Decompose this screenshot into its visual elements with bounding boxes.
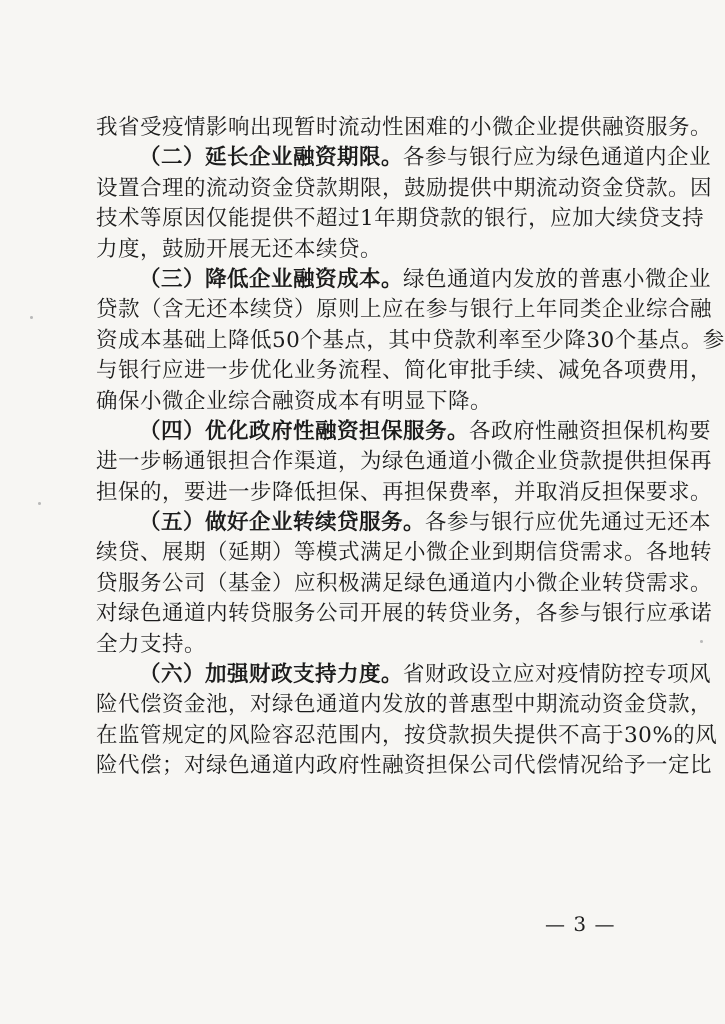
paragraph-line: 进一步畅通银担合作渠道，为绿色通道小微企业贷款提供担保再 <box>96 449 713 475</box>
paragraph-line: 与银行应进一步优化业务流程、简化审批手续、减免各项费用， <box>96 358 713 384</box>
section-heading-line: （二）延长企业融资期限。各参与银行应为绿色通道内企业 <box>139 145 712 171</box>
paragraph-line: 对绿色通道内转贷服务公司开展的转贷业务，各参与银行应承诺 <box>96 601 713 627</box>
page-number: — 3 — <box>545 912 616 936</box>
scan-speck <box>30 316 33 319</box>
section-heading-3: （三）降低企业融资成本。 <box>139 266 404 292</box>
paragraph-line: 技术等原因仅能提供不超过1年期贷款的银行，应加大续贷支持 <box>96 206 705 232</box>
paragraph-line: 确保小微企业综合融资成本有明显下降。 <box>96 388 493 414</box>
paragraph-line: 力度，鼓励开展无还本续贷。 <box>96 236 383 262</box>
paragraph-line: 设置合理的流动资金贷款期限，鼓励提供中期流动资金贷款。因 <box>96 175 713 201</box>
section-heading-6: （六）加强财政支持力度。 <box>139 662 404 688</box>
section-heading-5: （五）做好企业转续贷服务。 <box>139 510 426 536</box>
section-heading-4: （四）优化政府性融资担保服务。 <box>139 418 470 444</box>
section-heading-line: （六）加强财政支持力度。省财政设立应对疫情防控专项风 <box>139 662 712 688</box>
paragraph-line: 险代偿资金池，对绿色通道内发放的普惠型中期流动资金贷款， <box>96 692 713 718</box>
scan-speck <box>38 502 41 505</box>
paragraph-line: 全力支持。 <box>96 631 207 657</box>
paragraph-line: 贷款（含无还本续贷）原则上应在参与银行上年同类企业综合融 <box>96 297 713 323</box>
section-heading-line: （四）优化政府性融资担保服务。各政府性融资担保机构要 <box>139 418 712 444</box>
paragraph-line: 在监管规定的风险容忍范围内，按贷款损失提供不高于30%的风 <box>96 722 718 748</box>
paragraph-line: 险代偿；对绿色通道内政府性融资担保公司代偿情况给予一定比 <box>96 753 713 779</box>
section-heading-line: （五）做好企业转续贷服务。各参与银行应优先通过无还本 <box>139 510 712 536</box>
section-heading-2: （二）延长企业融资期限。 <box>139 145 404 171</box>
scan-speck <box>700 640 703 643</box>
paragraph-line: 续贷、展期（延期）等模式满足小微企业到期信贷需求。各地转 <box>96 540 713 566</box>
paragraph-line: 贷服务公司（基金）应积极满足绿色通道内小微企业转贷需求。 <box>96 570 713 596</box>
section-heading-line: （三）降低企业融资成本。绿色通道内发放的普惠小微企业 <box>139 266 712 292</box>
paragraph-line: 资成本基础上降低50个基点，其中贷款利率至少降30个基点。参 <box>96 327 725 353</box>
paragraph-line: 我省受疫情影响出现暂时流动性困难的小微企业提供融资服务。 <box>96 115 713 140</box>
paragraph-line: 担保的，要进一步降低担保、再担保费率，并取消反担保要求。 <box>96 479 713 505</box>
body-text <box>96 113 725 782</box>
